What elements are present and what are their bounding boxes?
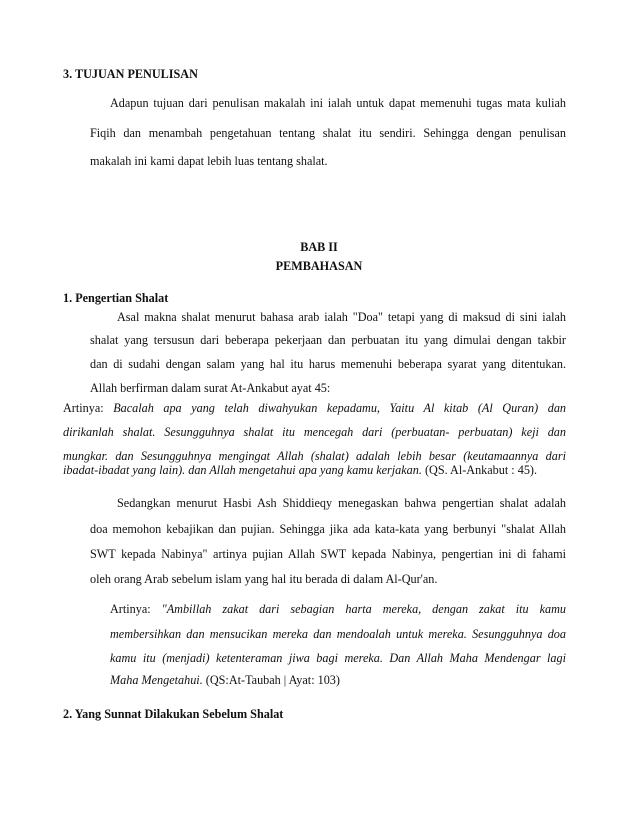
quote-1-line-4	[63, 462, 537, 478]
section-1-para2-line-4: oleh orang Arab sebelum islam yang hal itu berada di dalam Al-Qur'an.	[90, 572, 438, 586]
quote-2-line-3	[110, 650, 566, 666]
section-1-para1-line-3: dan di sudahi dengan salam yang hal itu harus memenuhi beberapa syarat yang ditentukan.	[90, 357, 566, 371]
section-1-heading: 1. Pengertian Shalat	[63, 291, 169, 305]
quote-2-label: Artinya:	[110, 602, 162, 616]
quote-2-text-2: membersihkan dan mensucikan mereka dan mendoalah untuk mereka. Sesungguhnya doa	[110, 627, 566, 641]
quote-1-line-1	[63, 400, 566, 416]
quote-1-text-1: Bacalah apa yang telah diwahyukan kepadamu, Yaitu Al kitab (Al Quran) dan	[113, 401, 567, 415]
quote-1-text-4: ibadat-ibadat yang lain). dan Allah mengetahui apa yang kamu kerjakan.	[63, 463, 422, 477]
quote-2-line-2	[110, 626, 566, 642]
quote-2-text-3: kamu itu (menjadi) ketenteraman jiwa bagi mereka. Dan Allah Maha Mendengar lagi	[110, 651, 566, 665]
quote-2-line-1	[110, 601, 566, 617]
section-3-line-1: Adapun tujuan dari penulisan makalah ini ialah untuk dapat memenuhi tugas mata kuliah	[110, 96, 566, 110]
section-3-line-2: Fiqih dan menambah pengetahuan tentang shalat itu sendiri. Sehingga dengan penulisan	[90, 126, 566, 140]
chapter-title: BAB II	[300, 240, 338, 254]
section-1-para1-line-2: shalat yang tersusun dari beberapa pekerjaan dan perbuatan itu yang dimulai dengan takbir	[90, 333, 566, 347]
section-1-para2-line-1: Sedangkan menurut Hasbi Ash Shiddieqy menegaskan bahwa pengertian shalat adalah	[117, 496, 566, 510]
quote-1-text-2: dirikanlah shalat. Sesungguhnya shalat itu mencegah dari (perbuatan- perbuatan) keji dan	[63, 425, 566, 439]
quote-1-text-3: mungkar. dan Sesungguhnya mengingat Allah (shalat) adalah lebih besar (keutamaannya dari	[63, 449, 566, 463]
quote-2-text-4: Maha Mengetahui.	[110, 673, 203, 687]
section-1-para1-line-4: Allah berfirman dalam surat At-Ankabut ayat 45:	[90, 381, 331, 395]
section-2-heading: 2. Yang Sunnat Dilakukan Sebelum Shalat	[63, 707, 284, 721]
section-1-para1-line-1: Asal makna shalat menurut bahasa arab ialah "Doa" tetapi yang di maksud di sini ialah	[117, 310, 566, 324]
quote-2-text-1: "Ambillah zakat dari sebagian harta mereka, dengan zakat itu kamu	[161, 602, 566, 616]
quote-1-label: Artinya:	[63, 401, 114, 415]
chapter-subtitle: PEMBAHASAN	[275, 259, 363, 273]
section-3-line-3: makalah ini kami dapat lebih luas tentang shalat.	[90, 154, 328, 168]
quote-2-line-4	[110, 672, 340, 688]
section-1-para2-line-3: SWT kepada Nabinya" artinya pujian Allah SWT kepada Nabinya, pengertian ini di fahami	[90, 547, 566, 561]
quote-1-reference: (QS. Al-Ankabut : 45).	[424, 463, 538, 477]
section-3-heading: 3. TUJUAN PENULISAN	[63, 67, 198, 81]
section-1-para2-line-2: doa memohon kebajikan dan pujian. Sehingga jika ada kata-kata yang berbunyi "shalat Allah	[90, 522, 566, 536]
quote-1-line-2	[63, 424, 566, 440]
quote-2-reference: (QS:At-Taubah | Ayat: 103)	[202, 673, 340, 687]
